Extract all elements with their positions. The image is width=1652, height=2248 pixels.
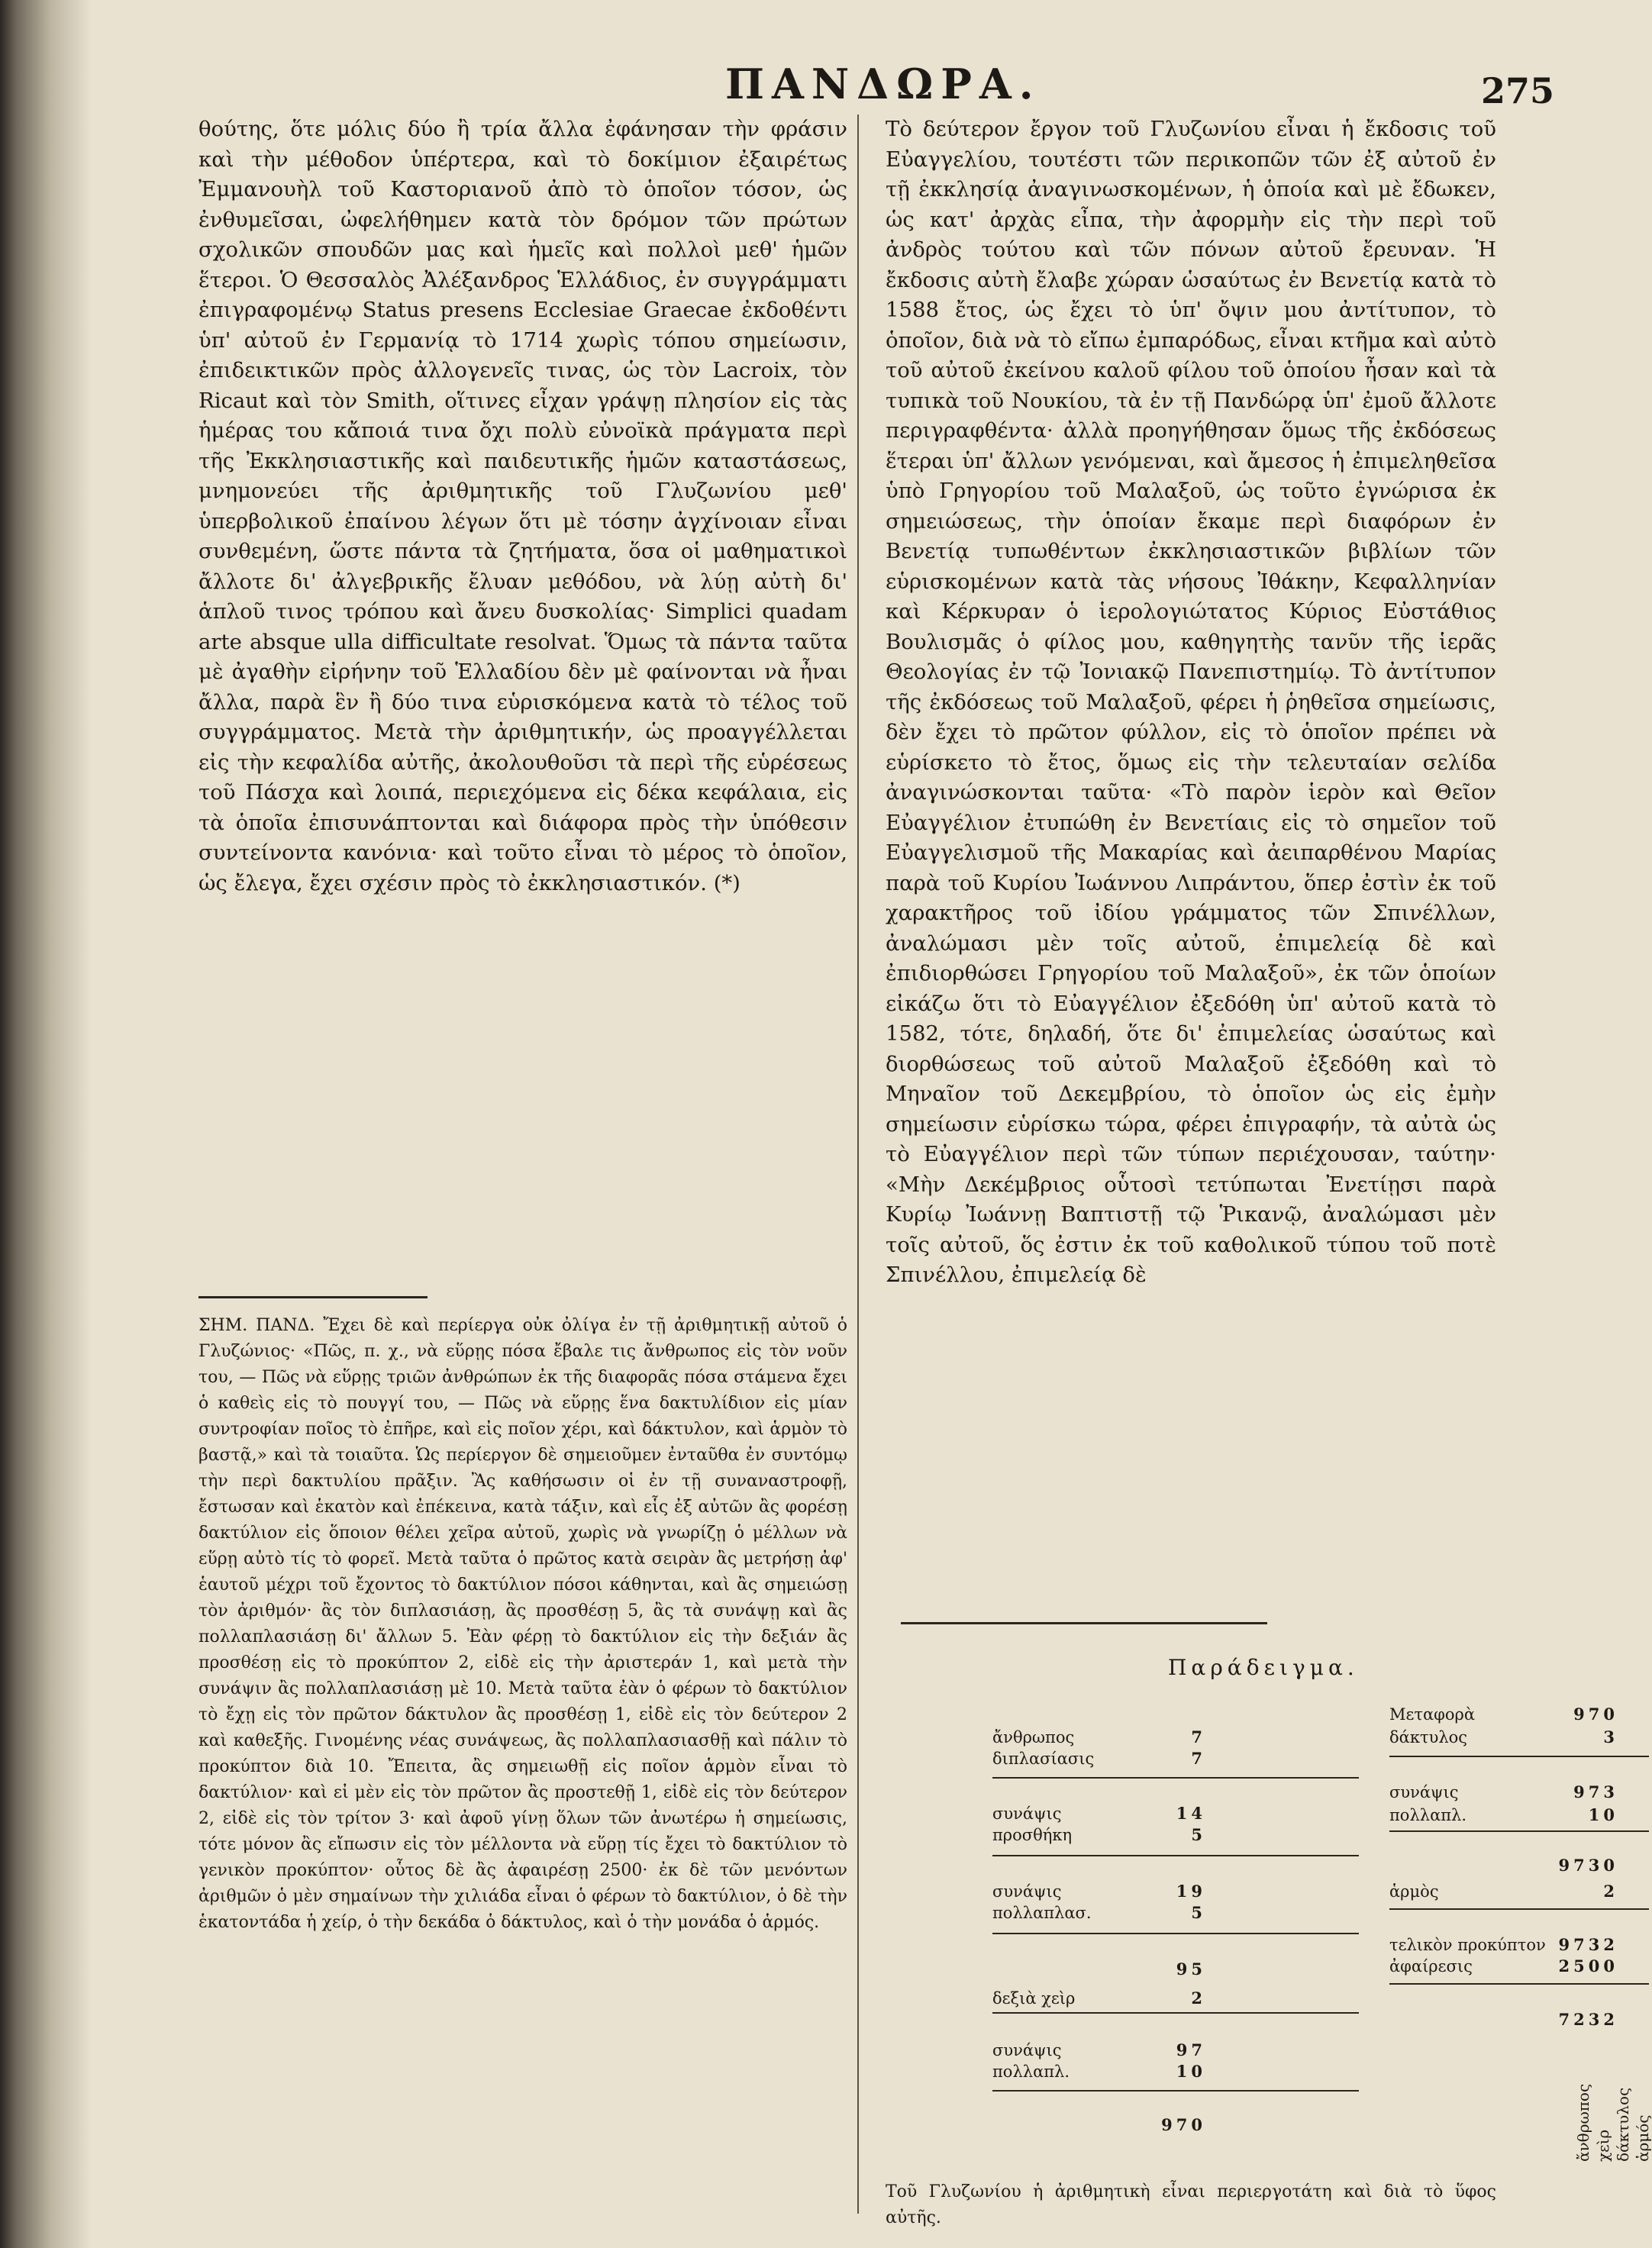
example-left-value: 97 — [1176, 2040, 1206, 2059]
example-left-value: 14 — [1176, 1804, 1206, 1823]
example-sum-rule — [1389, 1756, 1649, 1757]
example-side-label: δάκτυλος — [1614, 2087, 1632, 2162]
example-sum-rule — [1389, 1983, 1649, 1985]
example-side-label: ἁρμός — [1634, 2114, 1652, 2162]
example-right-value: 2 — [1603, 1882, 1618, 1901]
footnote-rule — [198, 1296, 428, 1298]
running-head-title: ΠΑΝΔΩΡΑ. — [725, 60, 1041, 108]
example-left-value: 7 — [1191, 1727, 1206, 1746]
page-number: 275 — [1481, 70, 1555, 111]
example-right-label: Μεταφορὰ — [1389, 1705, 1476, 1724]
example-left-value: 5 — [1191, 1903, 1206, 1922]
example-right-label: δάκτυλος — [1389, 1728, 1468, 1746]
example-left-value: 7 — [1191, 1749, 1206, 1768]
example-right-label: ἁρμὸς — [1389, 1882, 1439, 1901]
example-left-label: συνάψις — [992, 1882, 1062, 1901]
left-column — [198, 114, 847, 898]
example-right-label: πολλαπλ. — [1389, 1806, 1467, 1824]
example-sum-rule — [992, 1855, 1359, 1856]
example-right-value: 9732 — [1558, 1935, 1618, 1954]
example-left-label: ἄνθρωπος — [992, 1728, 1075, 1746]
example-right-label: τελικὸν προκύπτον — [1389, 1936, 1546, 1954]
column-divider — [857, 114, 859, 2214]
example-left-label: δεξιὰ χεὶρ — [992, 1989, 1076, 2008]
book-page — [92, 0, 1652, 2248]
footnote — [198, 1313, 847, 1936]
right-column-rule — [901, 1622, 1267, 1624]
example-right-label: ἀφαίρεσις — [1389, 1957, 1473, 1975]
example-left-value: 2 — [1191, 1988, 1206, 2008]
example-left-value: 10 — [1176, 2062, 1206, 2081]
example-sum-rule — [992, 2012, 1359, 2014]
example-right-value: 7232 — [1558, 2010, 1618, 2029]
closing-note — [886, 2179, 1496, 2231]
example-left-value: 970 — [1161, 2115, 1206, 2134]
example-side-label: χεὶρ — [1594, 2129, 1612, 2162]
right-column — [886, 114, 1496, 1291]
example-title: Παράδειγμα. — [1168, 1655, 1359, 1680]
example-right-value: 3 — [1603, 1727, 1618, 1746]
example-left-label: συνάψις — [992, 2041, 1062, 2059]
example-left-label: προσθήκη — [992, 1826, 1073, 1844]
example-right-value: 970 — [1573, 1705, 1618, 1724]
example-sum-rule — [992, 2090, 1359, 2092]
example-side-label: ἄνθρωπος — [1574, 2083, 1592, 2162]
example-left-value: 5 — [1191, 1825, 1206, 1844]
example-left-label: πολλαπλασ. — [992, 1904, 1092, 1922]
example-left-value: 95 — [1176, 1959, 1206, 1979]
example-sum-rule — [1389, 1830, 1649, 1832]
book-spine-shadow — [0, 0, 92, 2248]
footnote-text: ΣΗΜ. ΠΑΝΔ. Ἔχει δὲ καὶ περίεργα οὐκ ὀλίγα ἐν τῇ ἀριθμητικῇ αὐτοῦ ὁ Γλυζώνιος· «Πῶς, π. χ., νὰ εὕρῃς πόσα ἔβαλε τις ἄνθρωπος εἰς τὸν νοῦν του, — Πῶς νὰ εὕρῃς τριῶν ἀνθρώπων ἐκ τῆς διαφορᾶς πόσα στάμενα ἔχει ὁ καθεὶς εἰς τὸ πουγγί του, — Πῶς νὰ εὕρῃς ἕνα δακτυλίδιον εἰς μίαν συντροφίαν ποῖος τὸ ἐπῆρε, καὶ εἰς ποῖον χέρι, καὶ δάκτυλον, καὶ ἁρμὸν τὸ βαστᾷ,» καὶ τὰ τοιαῦτα. Ὡς περίεργον δὲ σημειοῦμεν ἐνταῦθα ἐν συντόμῳ τὴν περὶ δακτυλίου πρᾶξιν. Ἂς καθήσωσιν οἱ ἐν τῇ συναναστροφῇ, ἔστωσαν καὶ ἑκατὸν καὶ ἐπέκεινα, κατὰ τάξιν, καὶ εἷς ἐξ αὐτῶν ἂς φορέσῃ δακτύλιον εἰς ὅποιον θέλει χεῖρα αὐτοῦ, χωρὶς νὰ γνωρίζῃ ὁ μέλλων νὰ εὕρῃ αὐτὸ τίς τὸ φορεῖ. Μετὰ ταῦτα ὁ πρῶτος κατὰ σειρὰν ἂς μετρήσῃ ἀφ' ἑαυτοῦ μέχρι τοῦ ἔχοντος τὸ δακτύλιον πόσοι κάθηνται, καὶ ἂς σημειώσῃ τὸν ἀριθμόν· ἂς τὸν διπλασιάσῃ, ἂς προσθέσῃ 5, ἂς τὰ συνάψῃ καὶ ἂς πολλαπλασιάσῃ δι' ἄλλων 5. Ἐὰν φέρῃ τὸ δακτύλιον εἰς τὴν δεξιάν ἂς προσθέσῃ εἰς τὸ προκύπτον 2, εἰδὲ εἰς τὴν ἀριστεράν 1, καὶ μετὰ τὴν συνάψιν ἂς πολλαπλασιάσῃ μὲ 10. Μετὰ ταῦτα ἐὰν ὁ φέρων τὸ δακτύλιον τὸ ἔχῃ εἰς τὸν πρῶτον δάκτυλον ἂς προσθέσῃ 1, εἰδὲ εἰς τὸν δεύτερον 2 καὶ καθεξῆς. Γινομένης νέας συνάψεως, ἂς πολλαπλασιασθῇ καὶ πάλιν τὸ προκύπτον διὰ 10. Ἔπειτα, ἂς σημειωθῇ εἰς ποῖον ἁρμὸν εἶναι τὸ δακτύλιον· καὶ εἰ μὲν εἰς τὸν πρῶτον ἂς προστεθῇ 1, εἰδὲ εἰς τὸν δεύτερον 2, εἰδὲ εἰς τὸν τρίτον 3· καὶ ἀφοῦ γίνῃ ὅλων τῶν ἀνωτέρω ἡ σημείωσις, τότε μόνον ἂς εἴπωσιν εἰς τὸν μέλλοντα νὰ εὕρῃ τίς ἔχει τὸ δακτύλιον τὸ γενικὸν προκύπτον· οὗτος δὲ ἂς ἀφαιρέσῃ 2500· ἐκ δὲ τῶν μενόντων ἀριθμῶν ὁ μὲν σημαίνων τὴν χιλιάδα εἶναι ὁ φέρων τὸ δακτύλιον, ὁ δὲ τὴν ἑκατοντάδα ἡ χείρ, ὁ τὴν δεκάδα ὁ δάκτυλος, καὶ ὁ τὴν μονάδα ὁ ἁρμός. — [198, 1316, 847, 1932]
example-sum-rule — [992, 1933, 1359, 1934]
closing-text: Τοῦ Γλυζωνίου ἡ ἀριθμητικὴ εἶναι περιεργοτάτη καὶ διὰ τὸ ὕφος αὐτῆς. — [886, 2182, 1496, 2227]
example-left-label: συνάψις — [992, 1805, 1062, 1823]
example-right-value: 10 — [1588, 1805, 1618, 1824]
example-right-value: 973 — [1573, 1782, 1618, 1801]
example-sum-rule — [992, 1777, 1359, 1779]
left-column-text: θούτης, ὅτε μόλις δύο ἢ τρία ἄλλα ἐφάνησαν τὴν φράσιν καὶ τὴν μέθοδον ὑπέρτερα, καὶ τὸ δοκίμιον ἐξαιρέτως Ἐμμανουὴλ τοῦ Καστοριανοῦ ἀπὸ τὸ ὁποῖον τόσον, ὡς ἐνθυμεῖσαι, ὠφελήθημεν κατὰ τὸν δρόμον τῶν πρώτων σχολικῶν σπουδῶν μας καὶ ἡμεῖς καὶ πολλοὶ μεθ' ἡμῶν ἕτεροι. Ὁ Θεσσαλὸς Ἀλέξανδρος Ἑλλάδιος, ἐν συγγράμματι ἐπιγραφομένῳ Status presens Ecclesiae Graecae ἐκδοθέντι ὑπ' αὐτοῦ ἐν Γερμανίᾳ τὸ 1714 χωρὶς τόπου σημείωσιν, ἐπιδεικτικῶν πρὸς ἀλλογενεῖς τινας, ὡς τὸν Lacroix, τὸν Ricaut καὶ τὸν Smith, οἵτινες εἶχαν γράψῃ πλησίον εἰς τὰς ἡμέρας του κἄποιά τινα ὄχι πολὺ εὐνοϊκὰ πράγματα περὶ τῆς Ἐκκλησιαστικῆς καὶ παιδευτικῆς ἡμῶν καταστάσεως, μνημονεύει τῆς ἀριθμητικῆς τοῦ Γλυζωνίου μεθ' ὑπερβολικοῦ ἐπαίνου λέγων ὅτι μὲ τόσην ἀγχίνοιαν εἶναι συνθεμένη, ὥστε πάντα τὰ ζητήματα, ὅσα οἱ μαθηματικοὶ ἄλλοτε δι' ἀλγεβρικῆς ἔλυαν μεθόδου, νὰ λύῃ αὐτὴ δι' ἁπλοῦ τινος τρόπου καὶ ἄνευ δυσκολίας· Simplici quadam arte absque ulla difficultate resolvat. Ὅμως τὰ πάντα ταῦτα μὲ ἀγαθὴν εἰρήνην τοῦ Ἑλλαδίου δὲν μὲ φαίνονται νὰ ἦναι ἄλλα, παρὰ ἓν ἢ δύο τινα εὑρισκόμενα κατὰ τὸ τέλος τοῦ συγγράμματος. Μετὰ τὴν ἀριθμητικήν, ὡς προαγγέλλεται εἰς τὴν κεφαλίδα αὐτῆς, ἀκολουθοῦσι τὰ περὶ τῆς εὑρέσεως τοῦ Πάσχα καὶ λοιπά, περιεχόμενα εἰς δέκα κεφάλαια, εἰς τὰ ὁποῖα ἐπισυνάπτονται καὶ διάφορα πρὸς τὴν ὑπόθεσιν συντείνοντα κανόνια· καὶ τοῦτο εἶναι τὸ μέρος τὸ ὁποῖον, ὡς ἔλεγα, ἔχει σχέσιν πρὸς τὸ ἐκκλησιαστικόν. (*) — [198, 117, 847, 895]
example-left-label: διπλασίασις — [992, 1750, 1095, 1768]
example-left-label: πολλαπλ. — [992, 2063, 1070, 2081]
example-right-label: συνάψις — [1389, 1783, 1459, 1801]
example-left-value: 19 — [1176, 1882, 1206, 1901]
right-column-text: Τὸ δεύτερον ἔργον τοῦ Γλυζωνίου εἶναι ἡ ἔκδοσις τοῦ Εὐαγγελίου, τουτέστι τῶν περικοπῶν τῶν ἐξ αὐτοῦ ἐν τῇ ἐκκλησίᾳ ἀναγινωσκομένων, ἡ ὁποία καὶ μὲ ἔδωκεν, ὡς κατ' ἀρχὰς εἶπα, τὴν ἀφορμὴν εἰς τὴν περὶ τοῦ ἀνδρὸς τούτου καὶ τῶν πόνων αὐτοῦ ἔρευναν. Ἡ ἔκδοσις αὐτὴ ἔλαβε χώραν ὡσαύτως ἐν Βενετίᾳ κατὰ τὸ 1588 ἔτος, ὡς ἔχει τὸ ὑπ' ὄψιν μου ἀντίτυπον, τὸ ὁποῖον, διὰ νὰ τὸ εἴπω ἐμπαρόδως, εἶναι κτῆμα καὶ αὐτὸ τοῦ αὐτοῦ ἐκείνου καλοῦ φίλου τοῦ ὁποίου ἦσαν καὶ τὰ τυπικὰ τοῦ Νουκίου, τὰ ἐν τῇ Πανδώρᾳ ὑπ' ἐμοῦ ἄλλοτε περιγραφθέντα· ἀλλὰ προηγήθησαν ὅμως τῆς ἐκδόσεως ἕτεραι ὑπ' ἄλλων γενόμεναι, καὶ ἄμεσος ἡ ἐπιμεληθεῖσα ὑπὸ Γρηγορίου τοῦ Μαλαξοῦ, ὡς τοῦτο ἐγνώρισα ἐκ σημειώσεως, τὴν ὁποίαν ἔκαμε περὶ διαφόρων ἐν Βενετίᾳ τυπωθέντων ἐκκλησιαστικῶν βιβλίων τῶν εὑρισκομένων κατὰ τὰς νήσους Ἰθάκην, Κεφαλληνίαν καὶ Κέρκυραν ὁ ἱερολογιώτατος Κύριος Εὐστάθιος Βουλισμᾶς ὁ φίλος μου, καθηγητὴς τανῦν τῆς ἱερᾶς Θεολογίας ἐν τῷ Ἰονιακῷ Πανεπιστημίῳ. Τὸ ἀντίτυπον τῆς ἐκδόσεως τοῦ Μαλαξοῦ, φέρει ἡ ῥηθεῖσα σημείωσις, δὲν ἔχει τὸ πρῶτον φύλλον, εἰς τὸ ὁποῖον πρέπει νὰ εὑρίσκετο τὸ ἔτος, ὅμως εἰς τὴν τελευταίαν σελίδα ἀναγινώσκονται ταῦτα· «Τὸ παρὸν ἱερὸν καὶ Θεῖον Εὐαγγέλιον ἐτυπώθη ἐν Βενετίαις εἰς τὸ σημεῖον τοῦ Εὐαγγελισμοῦ τῆς Μακαρίας καὶ ἀειπαρθένου Μαρίας παρὰ τοῦ Κυρίου Ἰωάννου Λιπράντου, ὅπερ ἐστὶν ἐκ τοῦ χαρακτῆρος τοῦ ἰδίου γράμματος τῶν Σπινέλλων, ἀναλώμασι μὲν τοῖς αὐτοῦ, ἐπιμελείᾳ δὲ καὶ ἐπιδιορθώσει Γρηγορίου τοῦ Μαλαξοῦ», ἐκ τῶν ὁποίων εἰκάζω ὅτι τὸ Εὐαγγέλιον ἐξεδόθη ὑπ' αὐτοῦ κατὰ τὸ 1582, τότε, δηλαδή, ὅτε δι' ἐπιμελείας ὡσαύτως καὶ διορθώσεως τοῦ αὐτοῦ Μαλαξοῦ ἐξεδόθη καὶ τὸ Μηναῖον τοῦ Δεκεμβρίου, τὸ ὁποῖον ὡς εἰς ἐμὴν σημείωσιν εὑρίσκω τώρα, φέρει ἐπιγραφήν, τὰ αὐτὰ ὡς τὸ Εὐαγγέλιον περὶ τῶν τύπων περιέχουσαν, ταύτην· «Μὴν Δεκέμβριος οὗτοσὶ τετύπωται Ἐνετίῃσι παρὰ Κυρίῳ Ἰωάννῃ Βαπτιστῇ τῷ Ῥικανῷ, ἀναλώμασι μὲν τοῖς αὐτοῦ, ὅς ἐστιν ἐκ τοῦ καθολικοῦ τύπου τοῦ ποτὲ Σπινέλλου, ἐπιμελείᾳ δὲ — [886, 117, 1496, 1287]
example-sum-rule — [1389, 1908, 1649, 1910]
example-right-value: 2500 — [1558, 1956, 1618, 1975]
example-right-value: 9730 — [1558, 1856, 1618, 1875]
